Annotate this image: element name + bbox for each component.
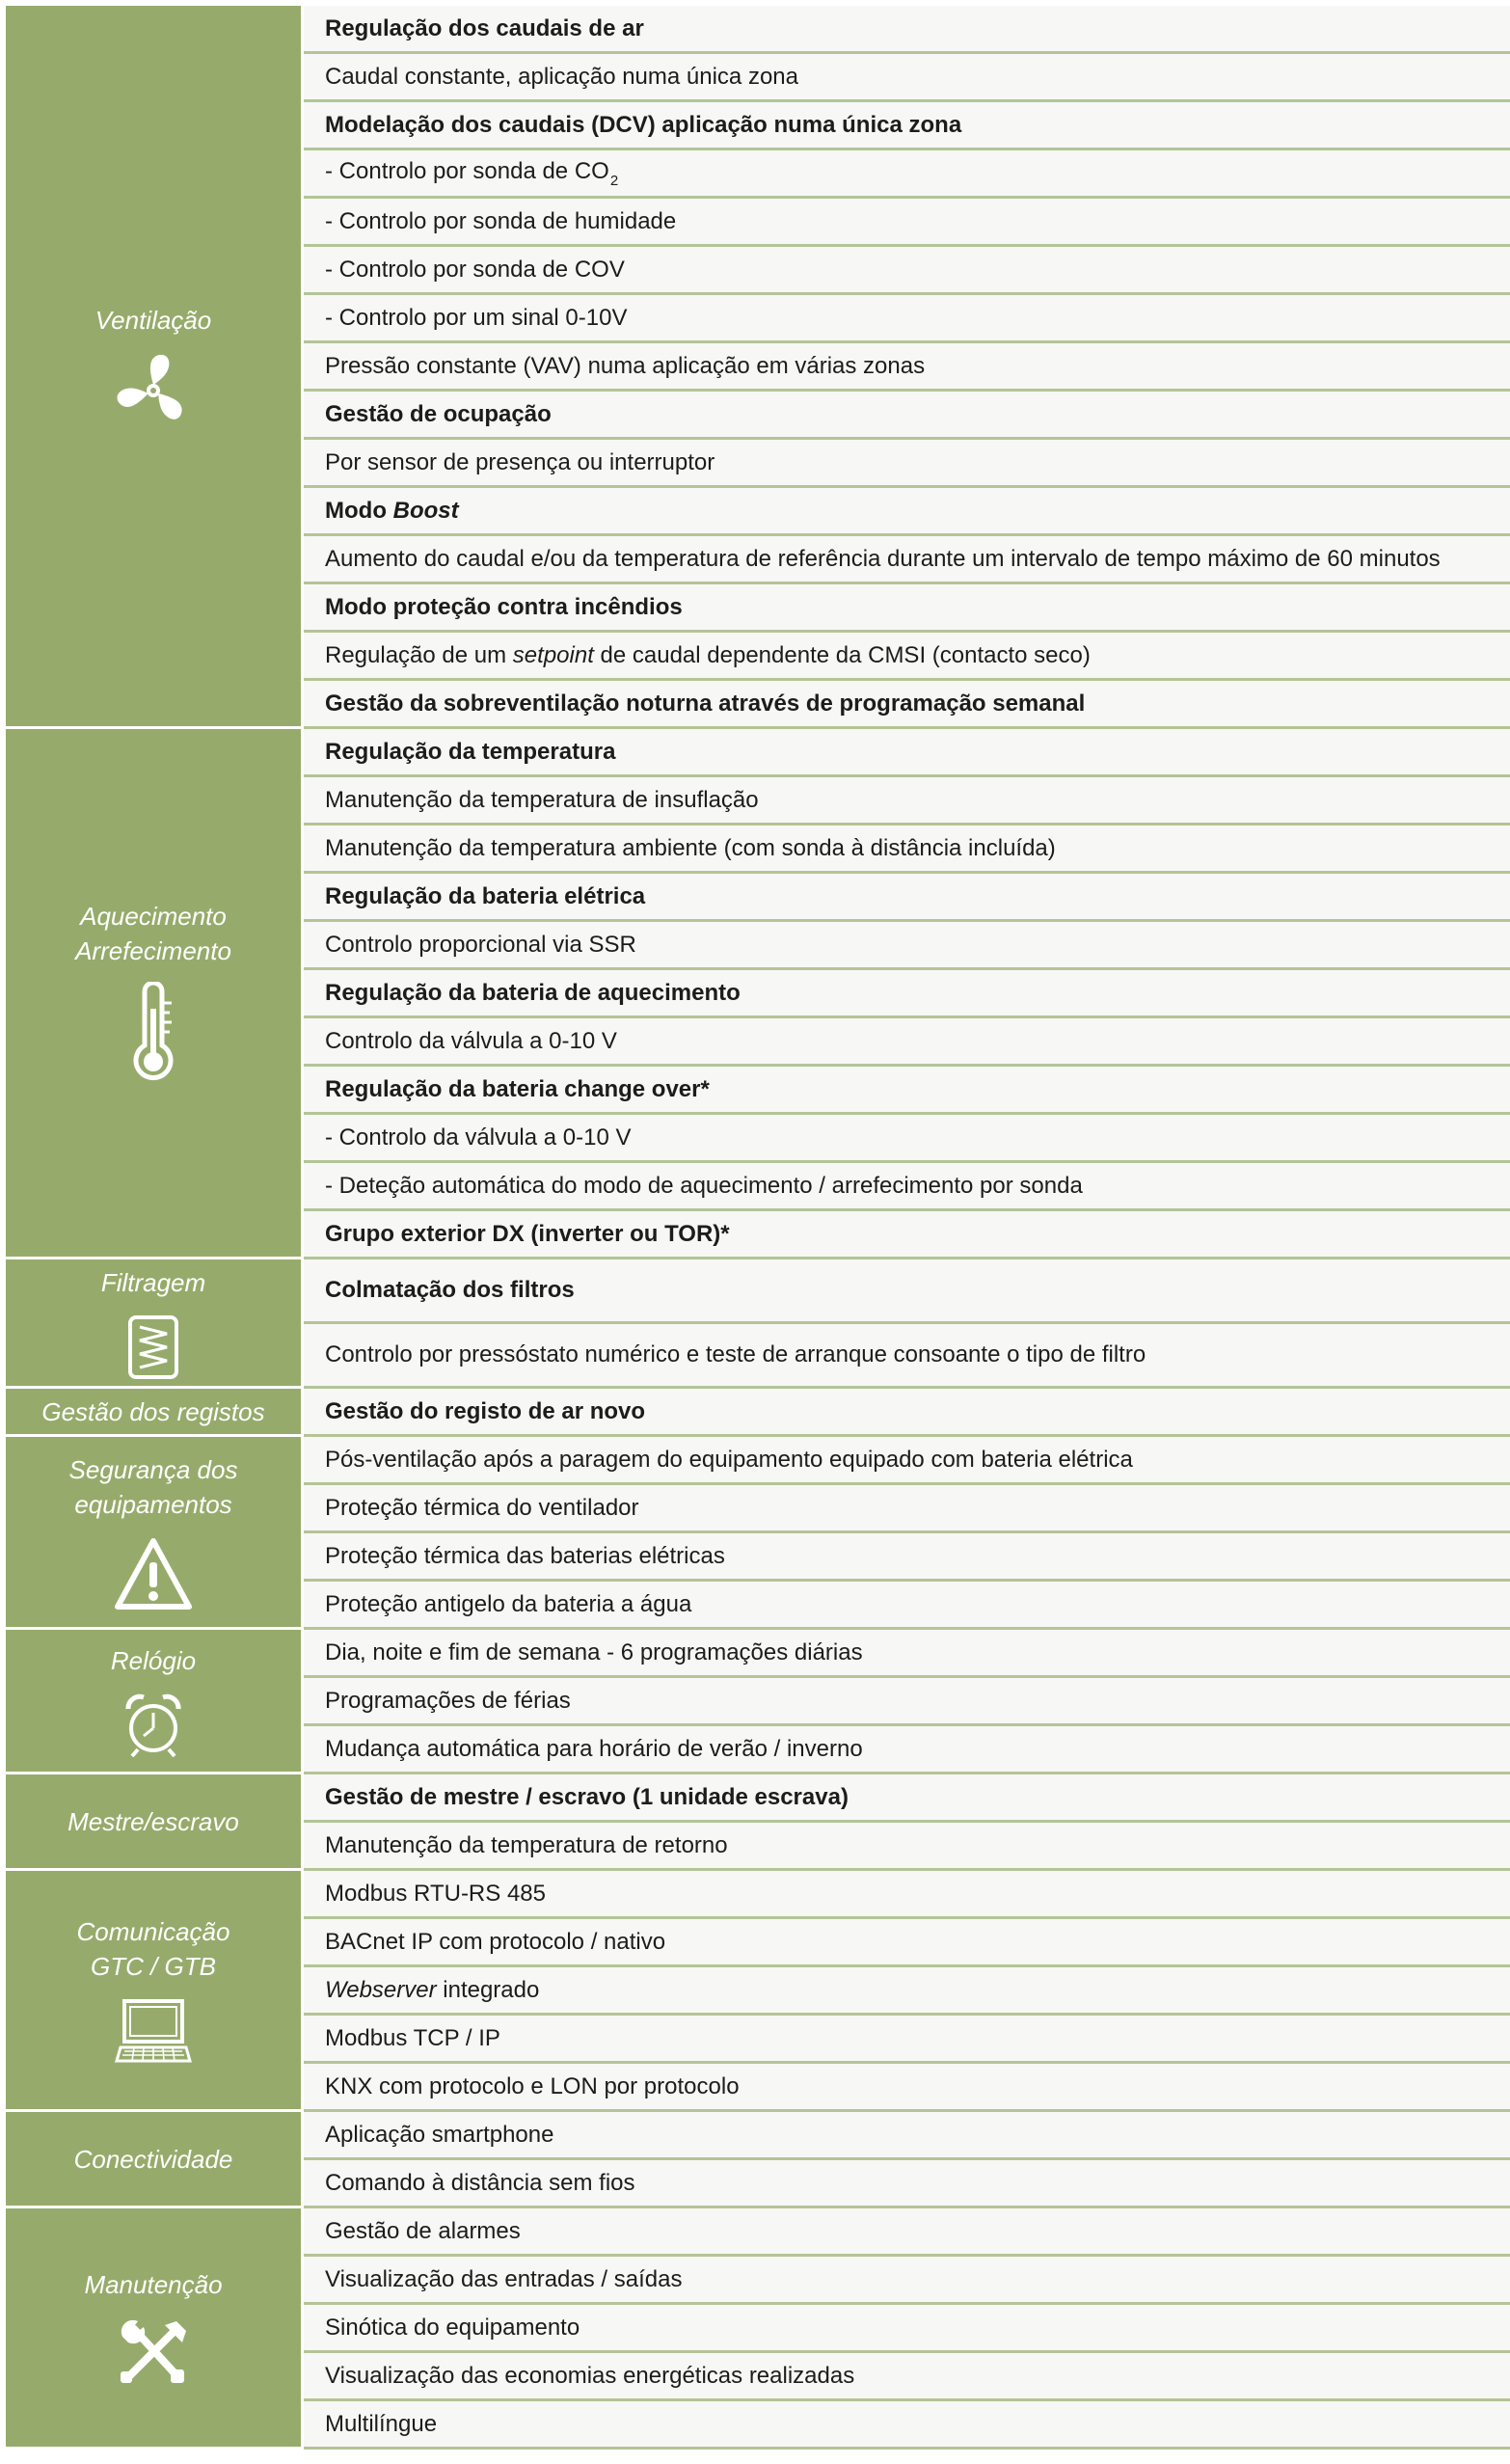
feature-text-main: Caudal constante, aplicação numa única zona [325, 63, 798, 90]
category-label: Aquecimento Arrefecimento [75, 901, 231, 965]
feature-text [325, 305, 627, 332]
category-label: Comunicação GTC / GTB [76, 1916, 230, 1981]
feature-row [304, 1115, 1510, 1163]
feature-text-main: BACnet IP com protocolo / nativo [325, 1928, 666, 1955]
feature-text-main: Pressão constante (VAV) numa aplicação em várias zonas [325, 352, 926, 379]
feature-row [304, 343, 1510, 392]
feature-text [325, 546, 1441, 573]
feature-text [325, 208, 676, 235]
feature-text [325, 642, 1091, 669]
feature-text-main: Pós-ventilação após a paragem do equipamento equipado com bateria elétrica [325, 1446, 1133, 1473]
feature-text [325, 1784, 849, 1811]
category-comunicacao [6, 1871, 301, 2112]
computer-icon [115, 1997, 192, 2067]
feature-text-main: Colmatação dos filtros [325, 1277, 575, 1303]
category-manutencao [6, 2208, 301, 2450]
tools-icon [115, 2315, 192, 2389]
feature-row [304, 2112, 1510, 2160]
feature-text [325, 401, 552, 428]
feature-row [304, 536, 1510, 584]
category-label: Relógio [110, 1645, 197, 1675]
feature-text [325, 1688, 571, 1715]
feature-row [304, 1211, 1510, 1259]
feature-row [304, 6, 1510, 54]
feature-text-main: Modo proteção contra incêndios [325, 593, 683, 620]
feature-text-main: Modbus TCP / IP [325, 2024, 500, 2051]
feature-row [304, 2160, 1510, 2208]
feature-text-italic: setpoint [512, 641, 594, 668]
feature-row [304, 777, 1510, 826]
feature-text-main: - Controlo por sonda de CO [325, 157, 609, 184]
feature-text-main: Proteção antigelo da bateria a água [325, 1590, 692, 1617]
feature-text [325, 1447, 1133, 1474]
feature-text [325, 1173, 1083, 1200]
feature-text-main: Gestão de mestre / escravo (1 unidade escrava) [325, 1783, 849, 1810]
feature-text [325, 1639, 863, 1666]
feature-text-main: Aumento do caudal e/ou da temperatura de referência durante um intervalo de tempo máximo de 60 minutos [325, 545, 1441, 572]
feature-text-main: Proteção térmica do ventilador [325, 1494, 639, 1521]
feature-text-main: Gestão de ocupação [325, 400, 552, 427]
feature-row [304, 1823, 1510, 1871]
feature-row [304, 681, 1510, 729]
feature-text-after: de caudal dependente da CMSI (contacto seco) [593, 641, 1091, 668]
category-conectividade [6, 2112, 301, 2208]
feature-row [304, 1389, 1510, 1437]
feature-text-main: Gestão de alarmes [325, 2217, 521, 2244]
feature-text-main: Visualização das entradas / saídas [325, 2265, 683, 2292]
feature-text-main: Controlo por pressóstato numérico e teste de arranque consoante o tipo de filtro [325, 1341, 1146, 1367]
feature-text-main: Grupo exterior DX (inverter ou TOR)* [325, 1220, 730, 1247]
feature-row [304, 1678, 1510, 1726]
feature-row [304, 1259, 1510, 1324]
thermometer-icon [129, 982, 177, 1088]
feature-text [325, 1736, 863, 1763]
feature-row [304, 1630, 1510, 1678]
feature-text [325, 1028, 617, 1055]
feature-text [325, 2411, 437, 2438]
feature-text [325, 158, 618, 189]
feature-row [304, 1967, 1510, 2016]
feature-row [304, 729, 1510, 777]
feature-text-main: Dia, noite e fim de semana - 6 programações diárias [325, 1638, 863, 1665]
category-label: Manutenção [84, 2269, 223, 2299]
feature-text [325, 1832, 728, 1859]
fan-icon [114, 351, 193, 430]
category-label: Gestão dos registos [41, 1396, 265, 1426]
feature-row [304, 1485, 1510, 1533]
feature-row [304, 1163, 1510, 1211]
alarm-clock-icon [122, 1692, 184, 1759]
feature-text [325, 1277, 575, 1304]
feature-row [304, 1919, 1510, 1967]
feature-text [325, 1977, 539, 2004]
feature-row [304, 1726, 1510, 1774]
feature-text [325, 1124, 632, 1151]
feature-text-main: - Controlo por um sinal 0-10V [325, 304, 628, 331]
category-filtragem [6, 1259, 301, 1389]
feature-text-main: Proteção térmica das baterias elétricas [325, 1542, 725, 1569]
feature-text-italic: Webserver [325, 1976, 437, 2003]
feature-text-main: - Deteção automática do modo de aquecimento / arrefecimento por sonda [325, 1172, 1083, 1199]
feature-text [325, 2315, 580, 2342]
feature-text-main: Modelação dos caudais (DCV) aplicação numa única zona [325, 111, 962, 138]
feature-text [325, 1495, 639, 1522]
feature-row [304, 247, 1510, 295]
feature-text-main: Regulação de um [325, 641, 513, 668]
feature-text-main: Programações de férias [325, 1687, 571, 1714]
feature-text-main: Por sensor de presença ou interruptor [325, 448, 715, 475]
feature-text-main: Sinótica do equipamento [325, 2314, 580, 2341]
category-registos [6, 1389, 301, 1437]
feature-row [304, 2208, 1510, 2257]
feature-text [325, 1221, 730, 1248]
category-relogio [6, 1630, 301, 1774]
feature-text [325, 1398, 645, 1425]
feature-text [325, 1341, 1146, 1368]
feature-text-main: Manutenção da temperatura ambiente (com sonda à distância incluída) [325, 834, 1056, 861]
feature-text-main: Regulação dos caudais de ar [325, 14, 644, 41]
feature-text [325, 690, 1085, 718]
feature-row [304, 970, 1510, 1018]
filter-icon [126, 1313, 180, 1381]
feature-row [304, 1774, 1510, 1823]
feature-text-main: KNX com protocolo e LON por protocolo [325, 2072, 740, 2099]
feature-row [304, 392, 1510, 440]
feature-row [304, 874, 1510, 922]
feature-text-main: - Controlo por sonda de COV [325, 256, 625, 283]
feature-row [304, 1533, 1510, 1582]
feature-row [304, 199, 1510, 247]
feature-text [325, 739, 615, 766]
feature-text-main: Regulação da bateria change over* [325, 1075, 710, 1102]
feature-text-main: Gestão da sobreventilação noturna através de programação semanal [325, 690, 1086, 717]
feature-row [304, 584, 1510, 633]
feature-row [304, 2401, 1510, 2450]
feature-text-main: Controlo proporcional via SSR [325, 931, 636, 958]
feature-text-main: - Controlo por sonda de humidade [325, 207, 677, 234]
feature-row [304, 54, 1510, 102]
feature-text [325, 1076, 710, 1103]
feature-text-main: Manutenção da temperatura de insuflação [325, 786, 759, 813]
feature-row [304, 150, 1510, 199]
category-aquecimento [6, 729, 301, 1259]
feature-text [325, 1929, 665, 1956]
category-label: Filtragem [100, 1267, 206, 1297]
feature-text-main: - Controlo da válvula a 0-10 V [325, 1124, 632, 1151]
feature-text [325, 15, 644, 42]
feature-text [325, 787, 759, 814]
feature-text-main: Gestão do registo de ar novo [325, 1397, 646, 1424]
category-seguranca [6, 1437, 301, 1630]
feature-text-main: Aplicação smartphone [325, 2121, 554, 2148]
feature-row [304, 102, 1510, 150]
feature-text [325, 883, 645, 910]
category-ventilacao [6, 6, 301, 729]
category-label: Ventilação [94, 305, 212, 335]
feature-text [325, 2170, 635, 2197]
feature-row [304, 295, 1510, 343]
feature-row [304, 826, 1510, 874]
feature-text [325, 835, 1056, 862]
feature-text-main: Visualização das economias energéticas realizadas [325, 2362, 855, 2389]
feature-text [325, 353, 925, 380]
feature-text-main: Multilíngue [325, 2410, 438, 2437]
feature-row [304, 1582, 1510, 1630]
feature-text-main: Manutenção da temperatura de retorno [325, 1831, 728, 1858]
feature-text [325, 498, 459, 525]
feature-text-main: Regulação da temperatura [325, 738, 616, 765]
category-label: Conectividade [73, 2144, 233, 2174]
feature-text-subscript: 2 [609, 172, 619, 189]
feature-row [304, 2305, 1510, 2353]
feature-text [325, 2363, 854, 2390]
category-column [6, 6, 301, 2464]
feature-row [304, 922, 1510, 970]
feature-text [325, 2073, 740, 2100]
feature-text-main: Comando à distância sem fios [325, 2169, 635, 2196]
feature-text [325, 112, 961, 139]
feature-text [325, 1881, 546, 1908]
category-mestre [6, 1774, 301, 1871]
feature-text [325, 594, 683, 621]
feature-text-main: Controlo da válvula a 0-10 V [325, 1027, 617, 1054]
feature-text [325, 1591, 691, 1618]
feature-text [325, 980, 741, 1007]
feature-row [304, 2257, 1510, 2305]
feature-row [304, 1324, 1510, 1389]
feature-row [304, 633, 1510, 681]
feature-row [304, 2016, 1510, 2064]
category-label: Segurança dos equipamentos [68, 1454, 238, 1519]
feature-text-main: Mudança automática para horário de verão / inverno [325, 1735, 863, 1762]
feature-text [325, 932, 636, 959]
feature-text [325, 64, 798, 91]
feature-text-main: Regulação da bateria elétrica [325, 882, 646, 909]
feature-text [325, 2025, 500, 2052]
category-label: Mestre/escravo [67, 1806, 239, 1836]
feature-text [325, 1543, 725, 1570]
feature-text-main: integrado [436, 1976, 540, 2003]
feature-row [304, 2064, 1510, 2112]
feature-column [304, 6, 1510, 2464]
feature-row [304, 1067, 1510, 1115]
feature-text-italic: Boost [392, 497, 459, 524]
feature-row [304, 1437, 1510, 1485]
warning-icon [112, 1535, 195, 1612]
feature-text [325, 2266, 682, 2293]
feature-row [304, 488, 1510, 536]
feature-text [325, 2122, 553, 2149]
feature-text-main: Modo [325, 497, 393, 524]
feature-text [325, 257, 625, 284]
feature-row [304, 440, 1510, 488]
feature-row [304, 1871, 1510, 1919]
feature-text-main: Modbus RTU-RS 485 [325, 1880, 546, 1907]
feature-row [304, 2353, 1510, 2401]
feature-text [325, 2218, 521, 2245]
feature-text [325, 449, 715, 476]
feature-row [304, 1018, 1510, 1067]
feature-text-main: Regulação da bateria de aquecimento [325, 979, 741, 1006]
